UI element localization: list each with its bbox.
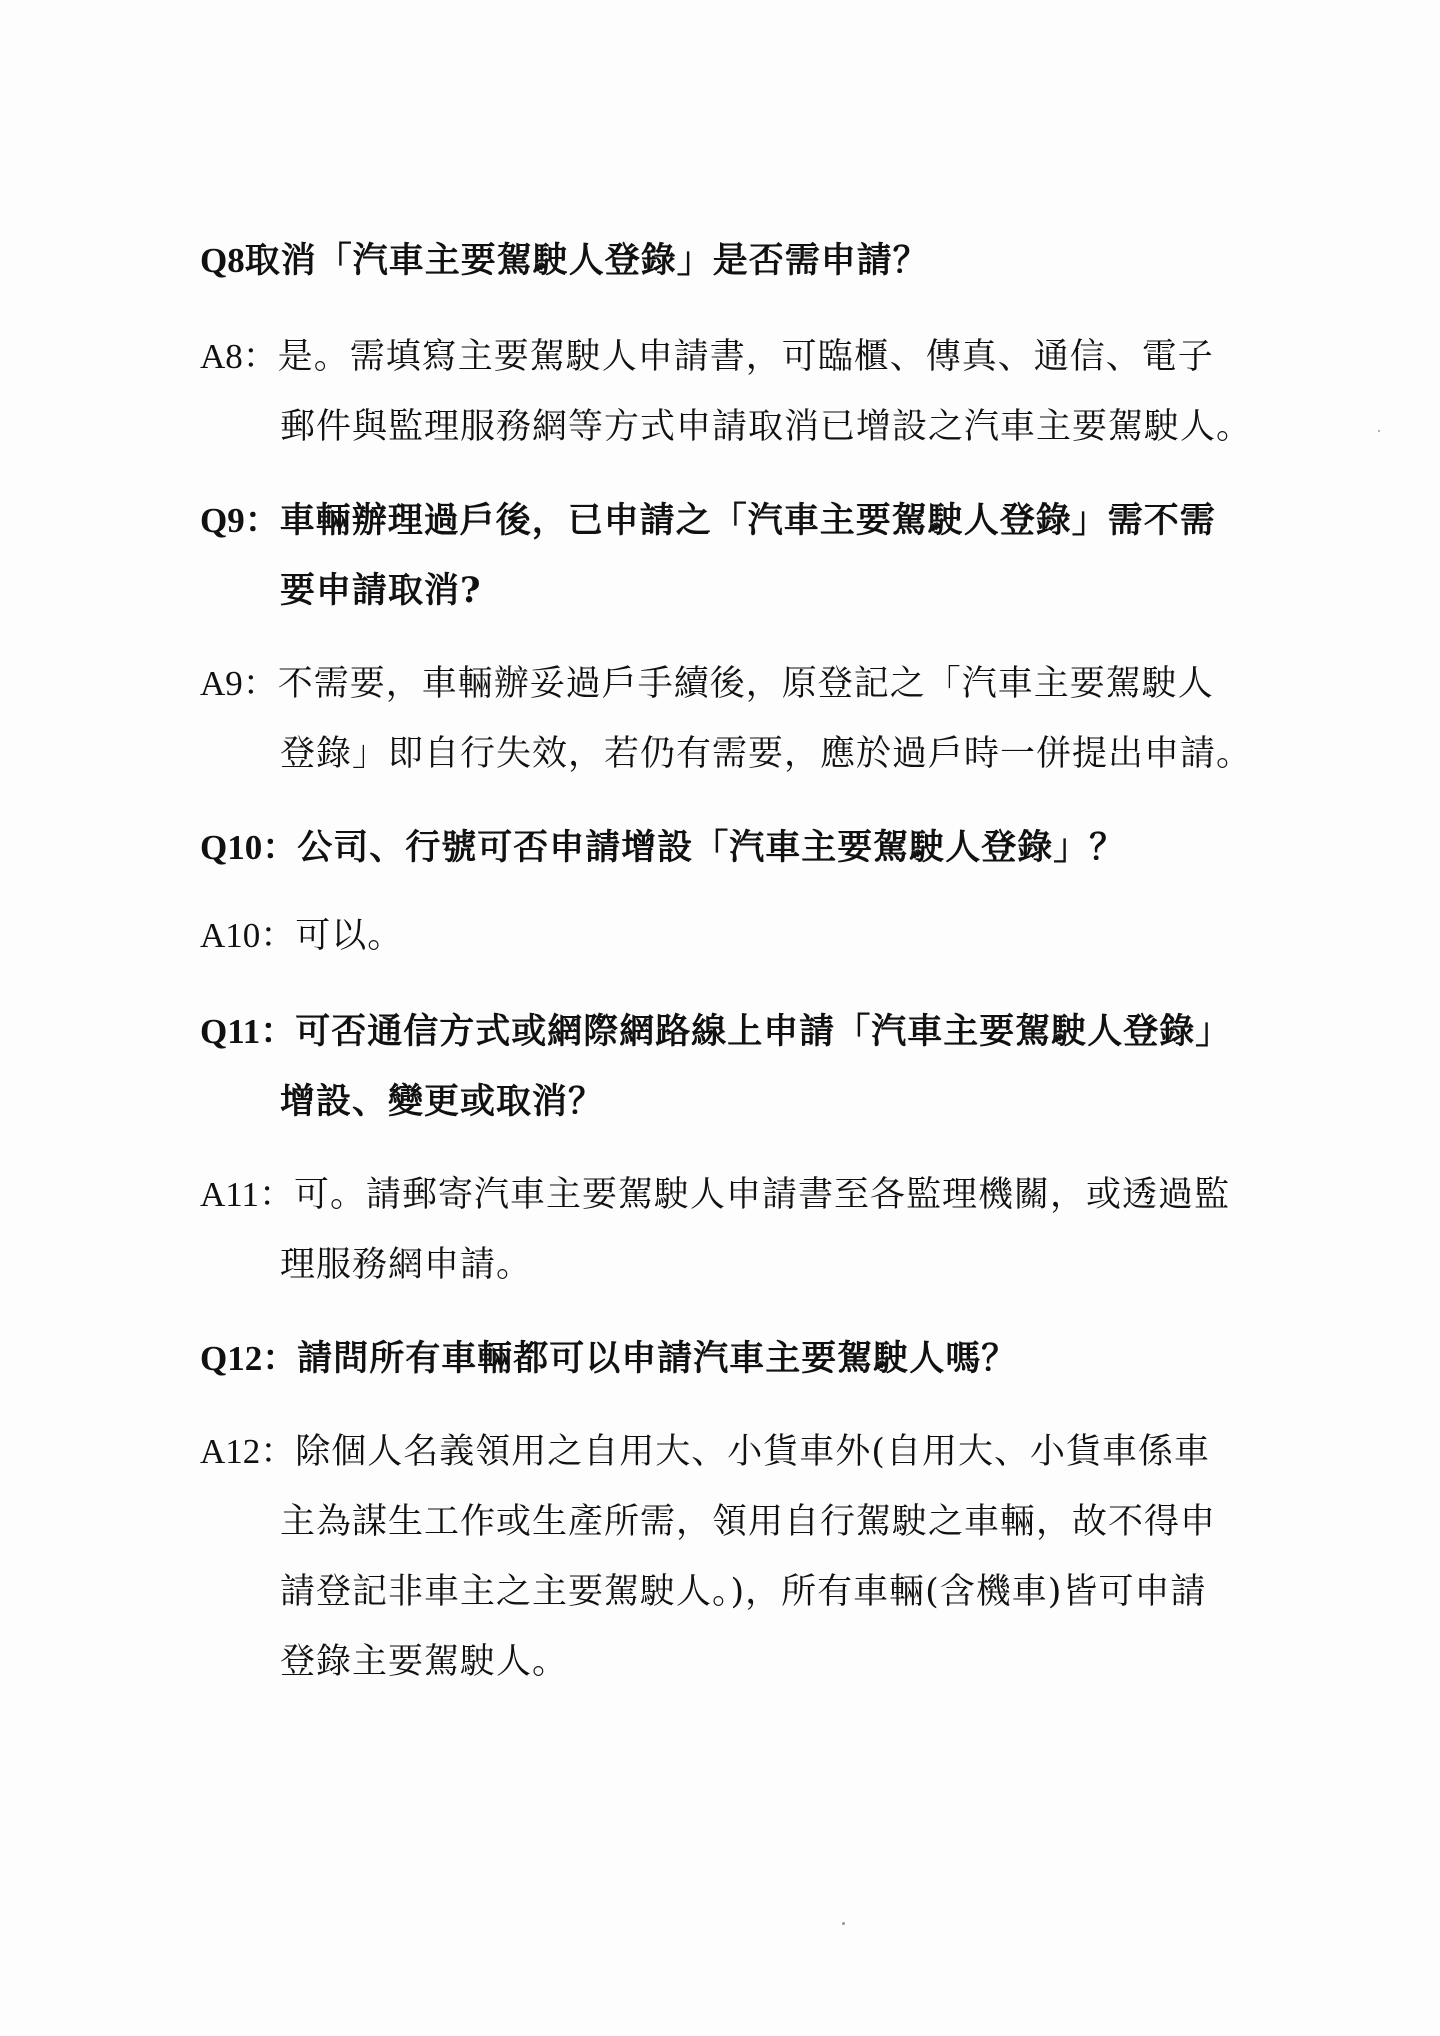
answer-text: 不需要，車輛辦妥過戶手續後，原登記之「汽車主要駕駛人	[277, 664, 1214, 704]
answer-text: 除個人名義領用之自用大、小貨車外(自用大、小貨車係車	[295, 1432, 1210, 1472]
question-line	[200, 1339, 1300, 1379]
answer-line	[200, 337, 1300, 377]
question-label: Q9：	[200, 501, 280, 540]
question-line	[200, 241, 1300, 281]
answer-label: A9：	[200, 664, 278, 703]
question-text: 車輛辦理過戶後，已申請之「汽車主要駕駛人登錄」需不需	[279, 500, 1216, 541]
question-10	[200, 828, 1300, 868]
question-11	[200, 1012, 1300, 1122]
answer-text: 可以。	[295, 916, 404, 956]
answer-line	[200, 1432, 1300, 1472]
scan-speck	[842, 1922, 845, 1925]
answer-text: 主為謀生工作或生產所需，領用自行駕駛之車輛，故不得申	[280, 1502, 1217, 1542]
answer-label: A12：	[200, 1432, 296, 1471]
answer-text: 是。需填寫主要駕駛人申請書，可臨櫃、傳真、通信、電子	[277, 337, 1214, 377]
question-8	[200, 241, 1300, 281]
question-line	[200, 1082, 1300, 1122]
answer-9	[200, 664, 1300, 774]
answer-label: A11：	[200, 1175, 294, 1214]
answer-line	[200, 1642, 1300, 1682]
answer-text: 郵件與監理服務網等方式申請取消已增設之汽車主要駕駛人。	[280, 407, 1253, 447]
question-text: 公司、行號可否申請增設「汽車主要駕駛人登錄」？	[297, 827, 1126, 868]
question-label: Q12：	[200, 1339, 298, 1378]
answer-line	[200, 1572, 1300, 1612]
answer-8	[200, 337, 1300, 447]
answer-text: 登錄主要駕駛人。	[280, 1642, 569, 1682]
answer-text: 理服務網申請。	[280, 1245, 533, 1285]
question-text: 請問所有車輛都可以申請汽車主要駕駛人嗎？	[297, 1338, 1018, 1379]
question-12	[200, 1339, 1300, 1379]
question-text: 要申請取消?	[280, 570, 482, 611]
question-line	[200, 571, 1300, 611]
answer-text: 請登記非車主之主要駕駛人。)，所有車輛(含機車)皆可申請	[280, 1572, 1207, 1612]
answer-text: 登錄」即自行失效，若仍有需要，應於過戶時一併提出申請。	[280, 734, 1253, 774]
question-label: Q11：	[200, 1012, 296, 1051]
answer-10	[200, 916, 1300, 956]
answer-text: 可。請郵寄汽車主要駕駛人申請書至各監理機關，或透過監	[293, 1175, 1230, 1215]
question-text: 可否通信方式或網際網路線上申請「汽車主要駕駛人登錄」	[295, 1011, 1232, 1052]
question-text: 取消「汽車主要駕駛人登錄」是否需申請？	[244, 240, 929, 281]
answer-line	[200, 734, 1300, 774]
answer-line	[200, 1175, 1300, 1215]
answer-label: A10：	[200, 916, 296, 955]
answer-label: A8：	[200, 337, 278, 376]
answer-line	[200, 916, 1300, 956]
question-9	[200, 501, 1300, 611]
question-line	[200, 1012, 1300, 1052]
answer-line	[200, 1502, 1300, 1542]
question-label: Q10：	[200, 828, 298, 867]
answer-11	[200, 1175, 1300, 1285]
question-line	[200, 828, 1300, 868]
answer-line	[200, 1245, 1300, 1285]
question-text: 增設、變更或取消？	[280, 1081, 605, 1122]
question-line	[200, 501, 1300, 541]
answer-12	[200, 1432, 1300, 1682]
scan-speck	[1378, 430, 1380, 432]
question-label: Q8	[200, 241, 245, 280]
answer-line	[200, 664, 1300, 704]
answer-line	[200, 407, 1300, 447]
